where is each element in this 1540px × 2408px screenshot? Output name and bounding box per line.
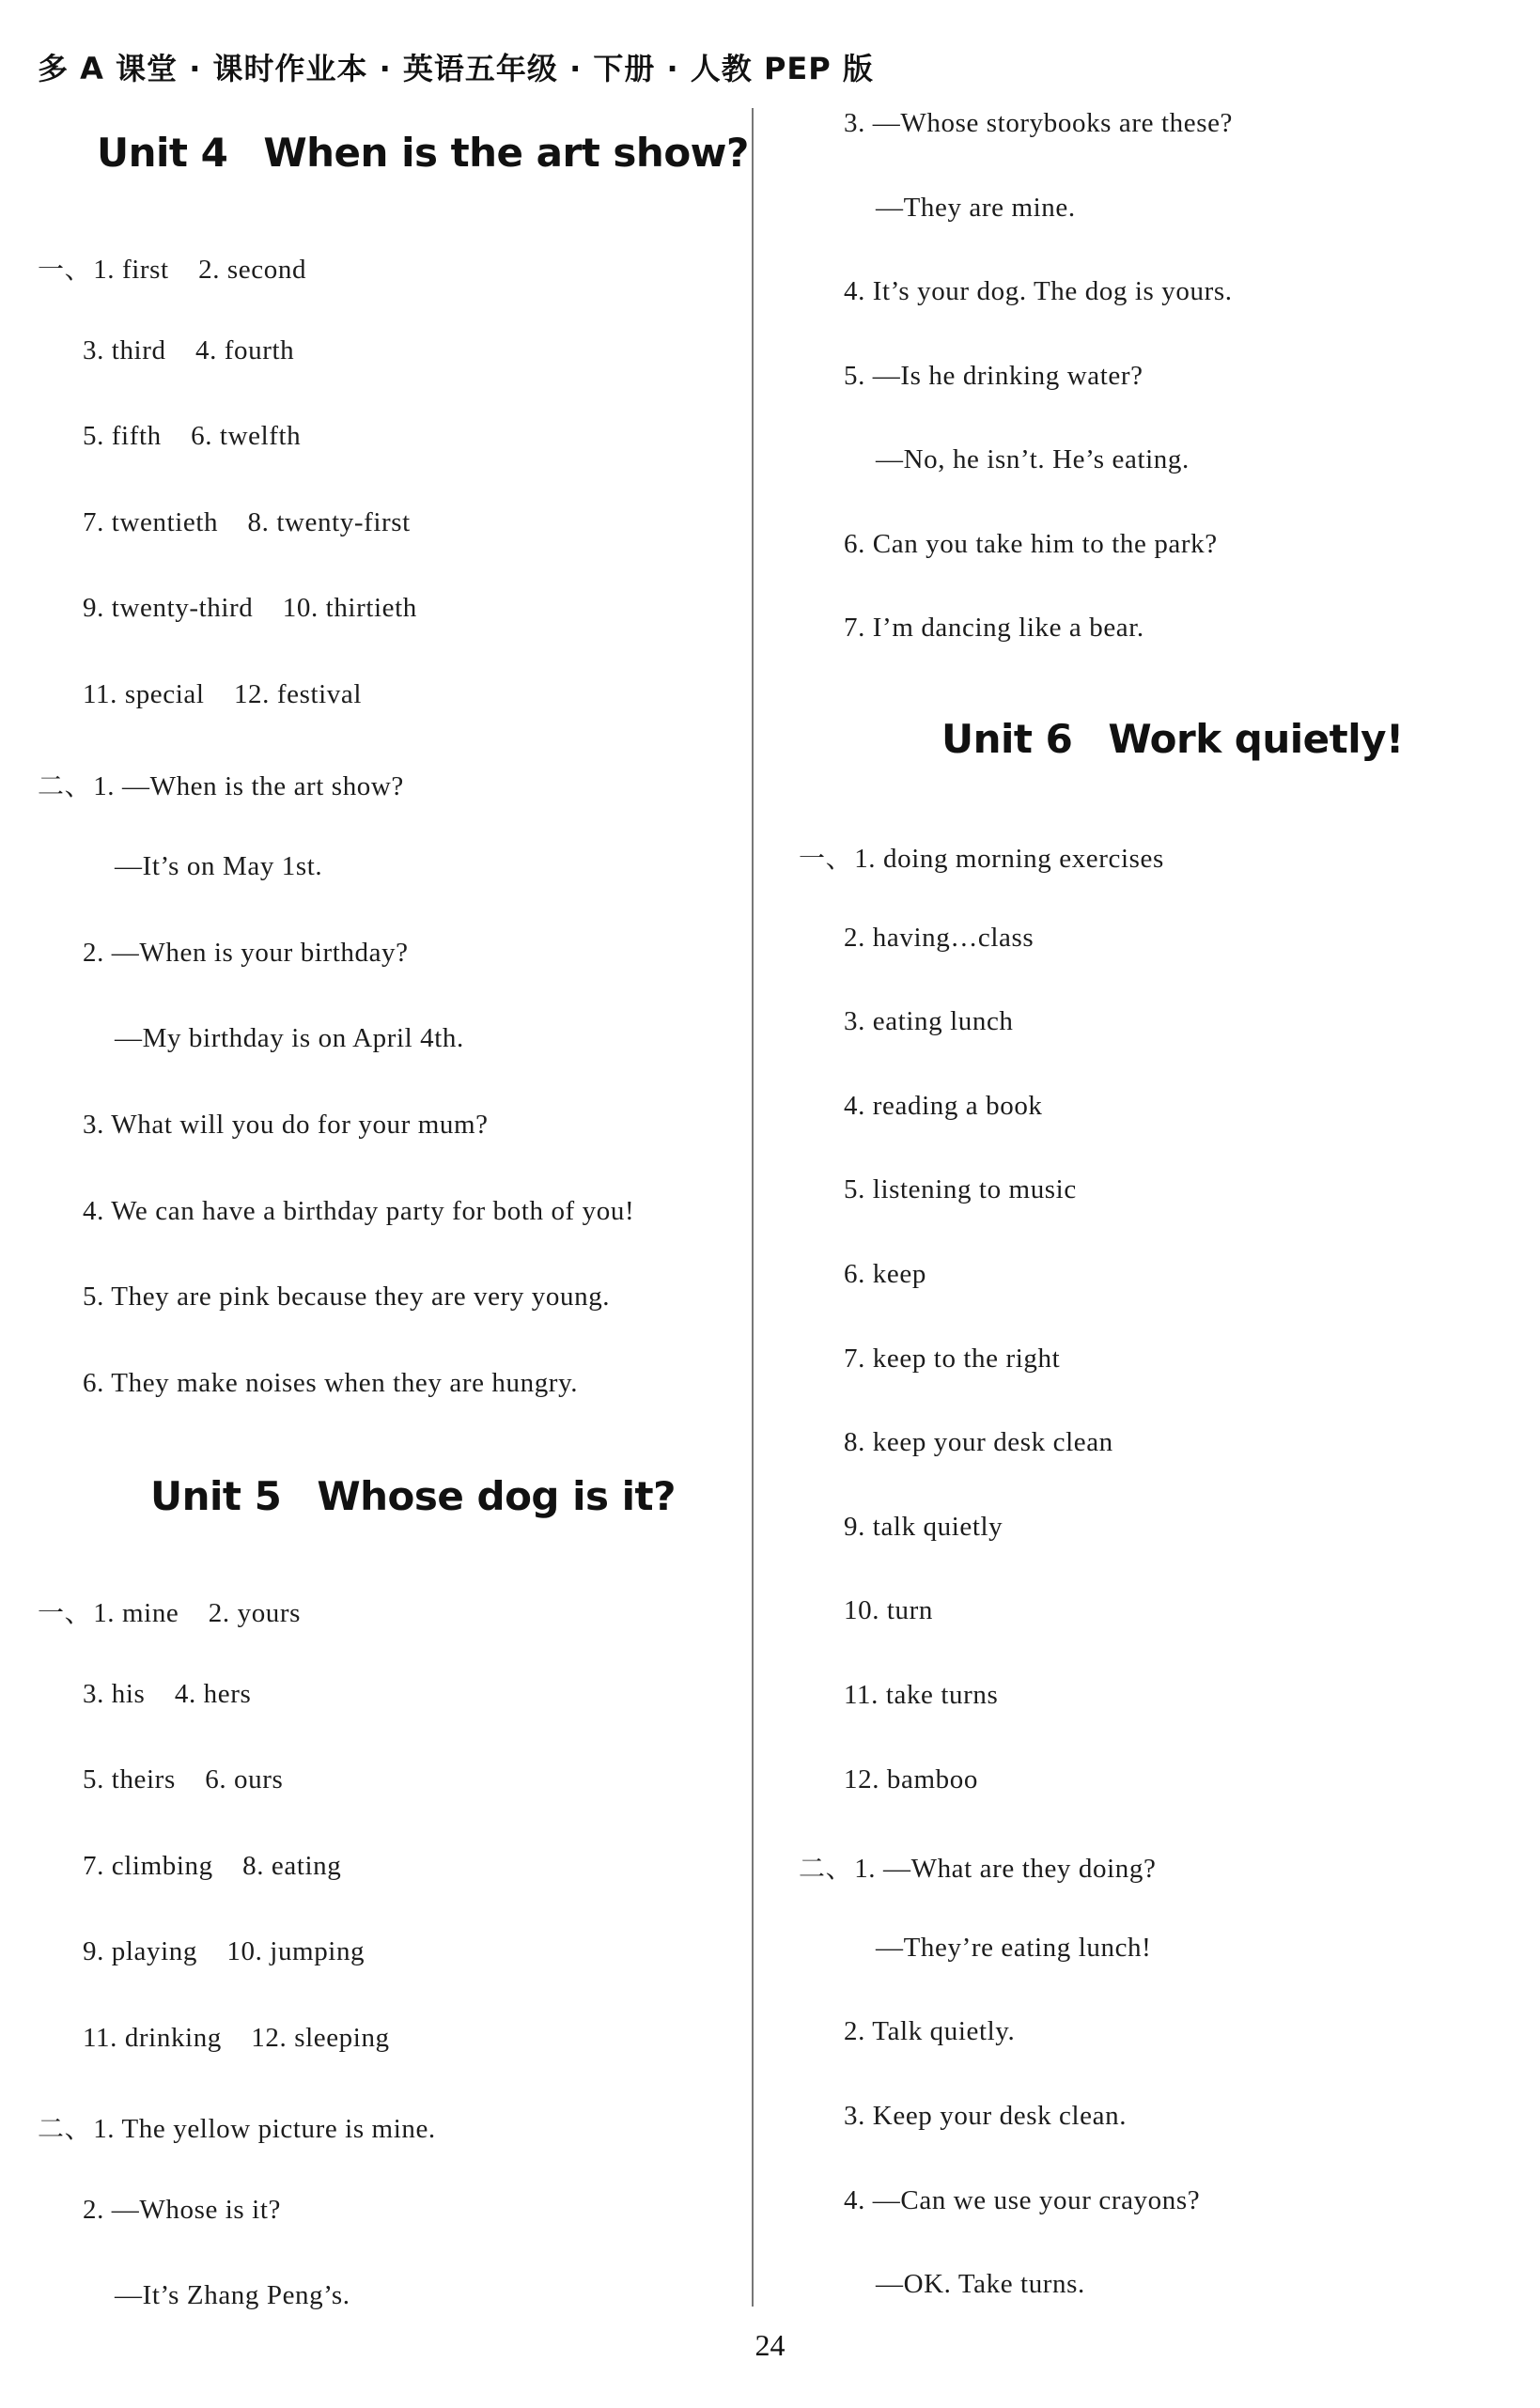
answer-text: 3. What will you do for your mum? — [83, 1110, 489, 1140]
answer-text: 2. —Whose is it? — [83, 2195, 281, 2225]
unit6-title-text: Work quietly! — [1108, 716, 1404, 762]
answer-line — [799, 838, 1164, 876]
answer-line — [876, 444, 1190, 475]
answer-line — [83, 1936, 365, 1967]
answer-text: 11. take turns — [844, 1680, 999, 1710]
answer-line — [844, 2101, 1127, 2132]
answer-text: 2. having…class — [844, 923, 1034, 953]
answer-text: 5. —Is he drinking water? — [844, 361, 1143, 391]
column-divider — [752, 108, 754, 2307]
answer-line — [83, 1282, 610, 1313]
unit5-title — [150, 1473, 676, 1519]
answer-text: 7. climbing 8. eating — [83, 1851, 342, 1881]
answer-line — [83, 679, 362, 710]
answer-line — [83, 421, 301, 452]
answer-line — [844, 2016, 1015, 2047]
answer-line — [83, 938, 409, 969]
unit4-title-unit: Unit 4 — [97, 130, 228, 176]
page-number: 24 — [754, 2328, 786, 2362]
answer-line — [83, 1368, 578, 1399]
answer-text: 4. We can have a birthday party for both of you! — [83, 1196, 635, 1226]
answer-line — [83, 1851, 341, 1882]
answer-text: 1. mine 2. yours — [93, 1598, 302, 1628]
answer-line — [83, 2023, 390, 2054]
answer-line — [844, 1764, 978, 1795]
unit4-title-text: When is the art show? — [263, 130, 749, 176]
answer-line — [844, 2185, 1200, 2216]
answer-text: 1. first 2. second — [93, 255, 307, 285]
answer-text: 3. third 4. fourth — [83, 335, 295, 365]
answer-text: 1. —What are they doing? — [854, 1854, 1157, 1884]
section-marker: 二、 — [799, 1853, 853, 1884]
answer-line — [844, 1595, 933, 1626]
answer-text: 1. doing morning exercises — [854, 844, 1164, 874]
answer-text: 7. twentieth 8. twenty-first — [83, 507, 411, 537]
unit5-title-text: Whose dog is it? — [317, 1473, 676, 1519]
answer-line — [83, 335, 294, 366]
answer-text: 5. theirs 6. ours — [83, 1764, 284, 1794]
answer-line — [38, 1592, 301, 1630]
answer-line — [876, 193, 1076, 224]
section-marker: 一、 — [799, 843, 853, 874]
answer-text: —OK. Take turns. — [876, 2269, 1085, 2299]
answer-text: —No, he isn’t. He’s eating. — [876, 444, 1190, 474]
section-marker: 二、 — [38, 2113, 92, 2144]
section-marker: 二、 — [38, 770, 92, 801]
answer-line — [844, 361, 1143, 392]
answer-text: —It’s Zhang Peng’s. — [115, 2280, 350, 2310]
answer-line — [844, 1427, 1113, 1458]
unit5-title-unit: Unit 5 — [150, 1473, 282, 1519]
answer-line — [38, 249, 306, 287]
answer-text: 9. playing 10. jumping — [83, 1936, 366, 1966]
page-header: 多 A 课堂 · 课时作业本 · 英语五年级 · 下册 · 人教 PEP 版 — [38, 51, 874, 86]
unit4-title — [97, 130, 749, 176]
answer-line — [844, 1091, 1043, 1122]
answer-line — [876, 2269, 1085, 2300]
answer-text: 3. —Whose storybooks are these? — [844, 108, 1234, 138]
section-marker: 一、 — [38, 254, 92, 285]
answer-line — [844, 613, 1144, 644]
answer-text: 1. The yellow picture is mine. — [93, 2114, 436, 2144]
answer-text: 6. keep — [844, 1259, 926, 1289]
answer-line — [115, 1023, 464, 1054]
answer-text: 4. It’s your dog. The dog is yours. — [844, 276, 1233, 306]
answer-line — [844, 108, 1233, 139]
answer-line — [83, 1196, 634, 1227]
answer-text: 3. his 4. hers — [83, 1679, 252, 1709]
answer-text: 7. keep to the right — [844, 1344, 1061, 1374]
answer-line — [844, 1006, 1014, 1037]
answer-text: 5. fifth 6. twelfth — [83, 421, 302, 451]
answer-text: 10. turn — [844, 1595, 934, 1625]
unit6-title — [941, 716, 1404, 762]
answer-line — [38, 2108, 436, 2146]
answer-text: —They are mine. — [876, 193, 1076, 223]
answer-text: 2. —When is your birthday? — [83, 938, 409, 968]
answer-line — [83, 507, 411, 538]
answer-text: —They’re eating lunch! — [876, 1933, 1152, 1963]
answer-text: —My birthday is on April 4th. — [115, 1023, 464, 1053]
answer-line — [83, 593, 417, 624]
answer-text: 7. I’m dancing like a bear. — [844, 613, 1144, 643]
answer-line — [115, 2280, 350, 2311]
answer-line — [844, 1680, 998, 1711]
answer-line — [38, 766, 404, 803]
answer-line — [844, 923, 1034, 954]
answer-line — [844, 276, 1233, 307]
answer-line — [83, 2195, 281, 2226]
answer-line — [844, 529, 1218, 560]
answer-line — [83, 1764, 283, 1795]
unit6-title-unit: Unit 6 — [941, 716, 1073, 762]
answer-text: 5. They are pink because they are very young. — [83, 1282, 611, 1312]
answer-text: 3. Keep your desk clean. — [844, 2101, 1128, 2131]
answer-text: 1. —When is the art show? — [93, 771, 404, 801]
answer-text: 4. —Can we use your crayons? — [844, 2185, 1201, 2215]
answer-text: 11. drinking 12. sleeping — [83, 2023, 390, 2053]
answer-line — [115, 851, 322, 882]
answer-text: 6. Can you take him to the park? — [844, 529, 1218, 559]
answer-line — [876, 1933, 1151, 1964]
answer-text: 12. bamboo — [844, 1764, 978, 1794]
answer-line — [83, 1679, 251, 1710]
answer-text: 5. listening to music — [844, 1174, 1077, 1204]
answer-text: 6. They make noises when they are hungry. — [83, 1368, 579, 1398]
answer-text: 9. talk quietly — [844, 1512, 1003, 1542]
answer-line — [799, 1848, 1156, 1886]
answer-text: 11. special 12. festival — [83, 679, 362, 709]
answer-text: 2. Talk quietly. — [844, 2016, 1016, 2046]
answer-text: 3. eating lunch — [844, 1006, 1014, 1036]
answer-text: —It’s on May 1st. — [115, 851, 323, 881]
answer-line — [844, 1174, 1077, 1205]
answer-text: 9. twenty-third 10. thirtieth — [83, 593, 417, 623]
answer-line — [83, 1110, 489, 1141]
answer-text: 4. reading a book — [844, 1091, 1043, 1121]
answer-line — [844, 1344, 1060, 1375]
answer-line — [844, 1259, 926, 1290]
answer-text: 8. keep your desk clean — [844, 1427, 1113, 1457]
section-marker: 一、 — [38, 1597, 92, 1628]
answer-line — [844, 1512, 1003, 1543]
